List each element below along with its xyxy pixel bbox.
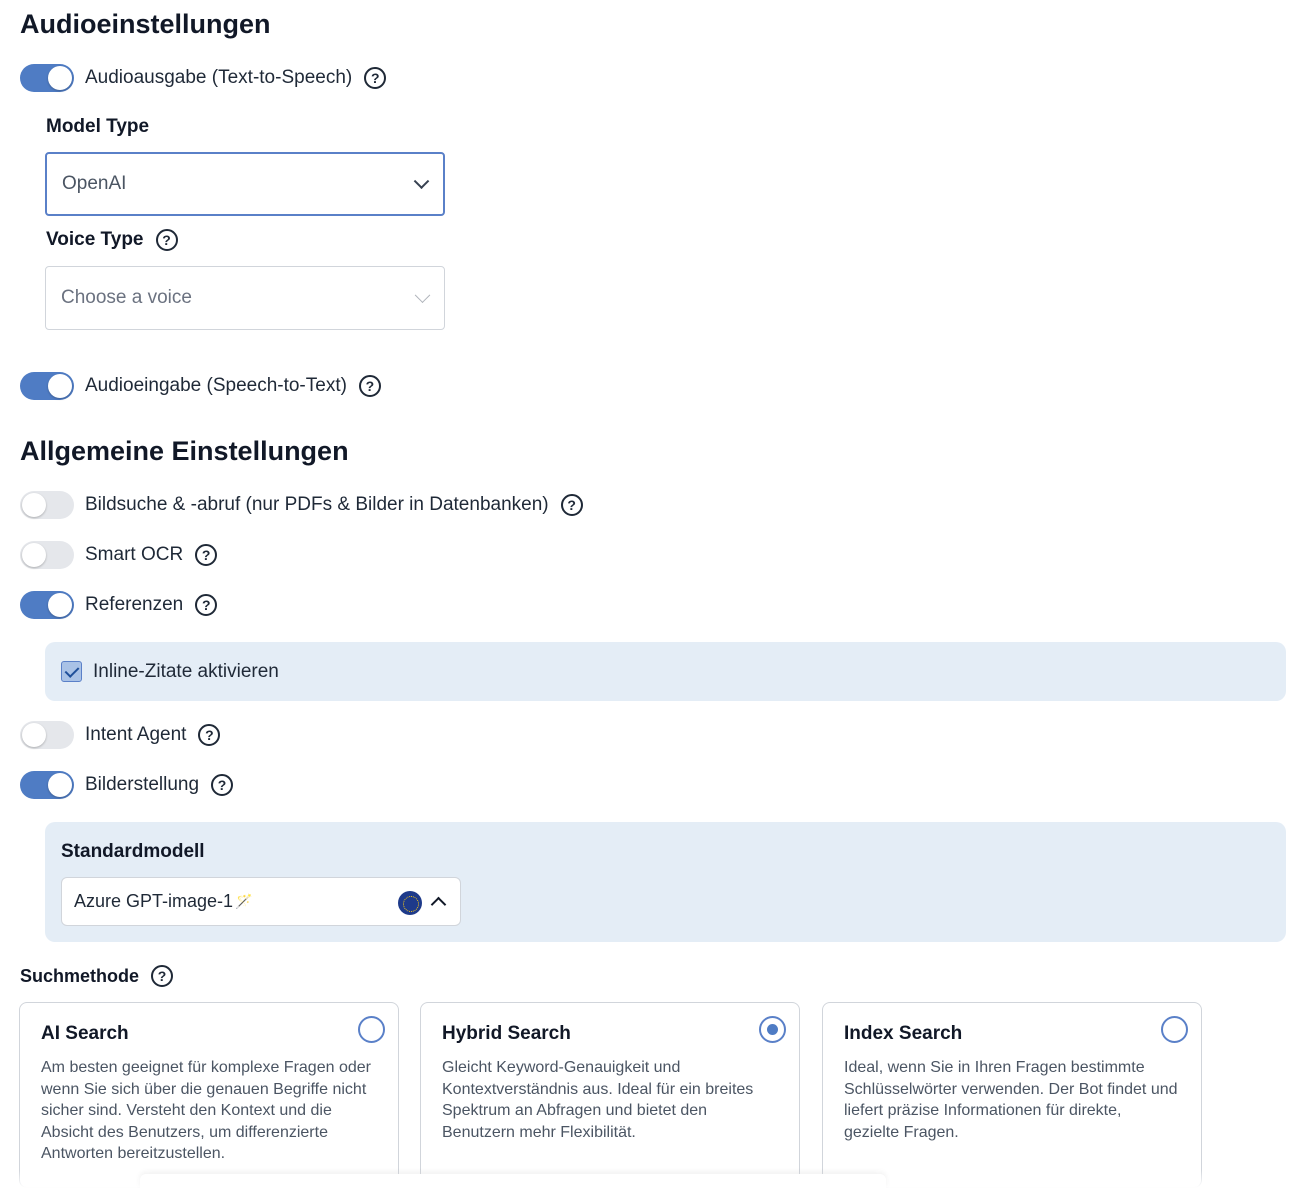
search-option-index[interactable]	[822, 1002, 1202, 1188]
search-option-description: Ideal, wenn Sie in Ihren Fragen bestimmte Schlüsselwörter verwenden. Der Bot findet und liefert präzise Informationen für direkte, gezielte Fragen.	[844, 1059, 1178, 1141]
help-icon[interactable]: ?	[151, 965, 173, 987]
references-toggle[interactable]	[20, 591, 74, 619]
toggle-knob	[22, 493, 46, 517]
radio-button[interactable]	[358, 1016, 385, 1043]
magic-wand-icon: 🪄	[235, 893, 253, 909]
search-method-label: Suchmethode	[20, 965, 140, 986]
search-method-label-row	[20, 965, 173, 987]
references-row	[20, 590, 217, 620]
help-icon[interactable]: ?	[561, 494, 583, 516]
help-icon[interactable]: ?	[195, 594, 217, 616]
stt-toggle[interactable]	[20, 372, 74, 400]
search-option-description: Gleicht Keyword-Genauigkeit und Kontextverständnis aus. Ideal für ein breites Spektrum an Abfragen und bietet den Benutzern mehr Flexibilität.	[442, 1059, 754, 1141]
stt-label: Audioeingabe (Speech-to-Text)	[85, 375, 347, 396]
help-icon[interactable]: ?	[364, 67, 386, 89]
help-icon[interactable]: ?	[156, 229, 178, 251]
toggle-knob	[48, 374, 72, 398]
toggle-knob	[22, 543, 46, 567]
inline-citations-label: Inline-Zitate aktivieren	[93, 660, 279, 682]
smart-ocr-label: Smart OCR	[85, 544, 184, 565]
image-creation-label: Bilderstellung	[85, 774, 200, 795]
help-icon[interactable]: ?	[359, 375, 381, 397]
inline-citations-checkbox[interactable]	[61, 661, 82, 682]
image-search-toggle[interactable]	[20, 491, 74, 519]
toggle-knob	[22, 723, 46, 747]
toggle-knob	[48, 593, 72, 617]
toggle-knob	[48, 773, 72, 797]
intent-agent-label: Intent Agent	[85, 724, 187, 745]
search-option-title: Index Search	[844, 1023, 963, 1044]
help-icon[interactable]: ?	[198, 724, 220, 746]
inline-citations-panel	[45, 642, 1286, 701]
chevron-down-icon	[415, 287, 431, 303]
help-icon[interactable]: ?	[195, 544, 217, 566]
image-creation-toggle[interactable]	[20, 771, 74, 799]
intent-agent-row	[20, 720, 220, 750]
voice-type-label-row	[46, 229, 178, 251]
tts-label: Audioausgabe (Text-to-Speech)	[85, 67, 353, 88]
search-option-title: Hybrid Search	[442, 1023, 571, 1044]
tts-toggle[interactable]	[20, 64, 74, 92]
voice-type-label: Voice Type	[46, 229, 144, 250]
voice-placeholder: Choose a voice	[61, 287, 192, 308]
default-model-select[interactable]	[61, 877, 461, 926]
model-type-label: Model Type	[46, 116, 150, 137]
intent-agent-toggle[interactable]	[20, 721, 74, 749]
model-type-select[interactable]	[45, 152, 445, 216]
smart-ocr-toggle[interactable]	[20, 541, 74, 569]
radio-button-selected[interactable]	[759, 1016, 786, 1043]
default-model-panel	[45, 822, 1286, 942]
chevron-up-icon	[431, 897, 447, 913]
search-option-ai[interactable]	[19, 1002, 399, 1188]
toggle-knob	[48, 66, 72, 90]
tts-row	[20, 63, 386, 93]
stt-row	[20, 371, 381, 401]
image-search-label: Bildsuche & -abruf (nur PDFs & Bilder in Datenbanken)	[85, 494, 549, 515]
image-creation-row	[20, 770, 233, 800]
smart-ocr-row	[20, 540, 217, 570]
popup-edge	[140, 1174, 886, 1188]
default-model-label: Standardmodell	[61, 841, 205, 862]
image-search-row	[20, 490, 583, 520]
eu-flag-icon	[398, 891, 422, 915]
voice-type-select[interactable]	[45, 266, 445, 330]
radio-button[interactable]	[1161, 1016, 1188, 1043]
help-icon[interactable]: ?	[211, 774, 233, 796]
search-option-title: AI Search	[41, 1023, 129, 1044]
search-option-description: Am besten geeignet für komplexe Fragen oder wenn Sie sich über die genauen Begriffe nicht sicher sind. Versteht den Kontext und die Absicht des Benutzers, um differenzierte Antworten bereitzustellen.	[41, 1059, 371, 1162]
chevron-down-icon	[414, 173, 430, 189]
default-model-value: Azure GPT-image-1	[74, 891, 234, 911]
search-option-hybrid[interactable]	[420, 1002, 800, 1188]
references-label: Referenzen	[85, 594, 184, 615]
general-settings-heading: Allgemeine Einstellungen	[20, 436, 349, 466]
model-type-value: OpenAI	[62, 173, 127, 194]
audio-settings-heading: Audioeinstellungen	[20, 9, 271, 39]
